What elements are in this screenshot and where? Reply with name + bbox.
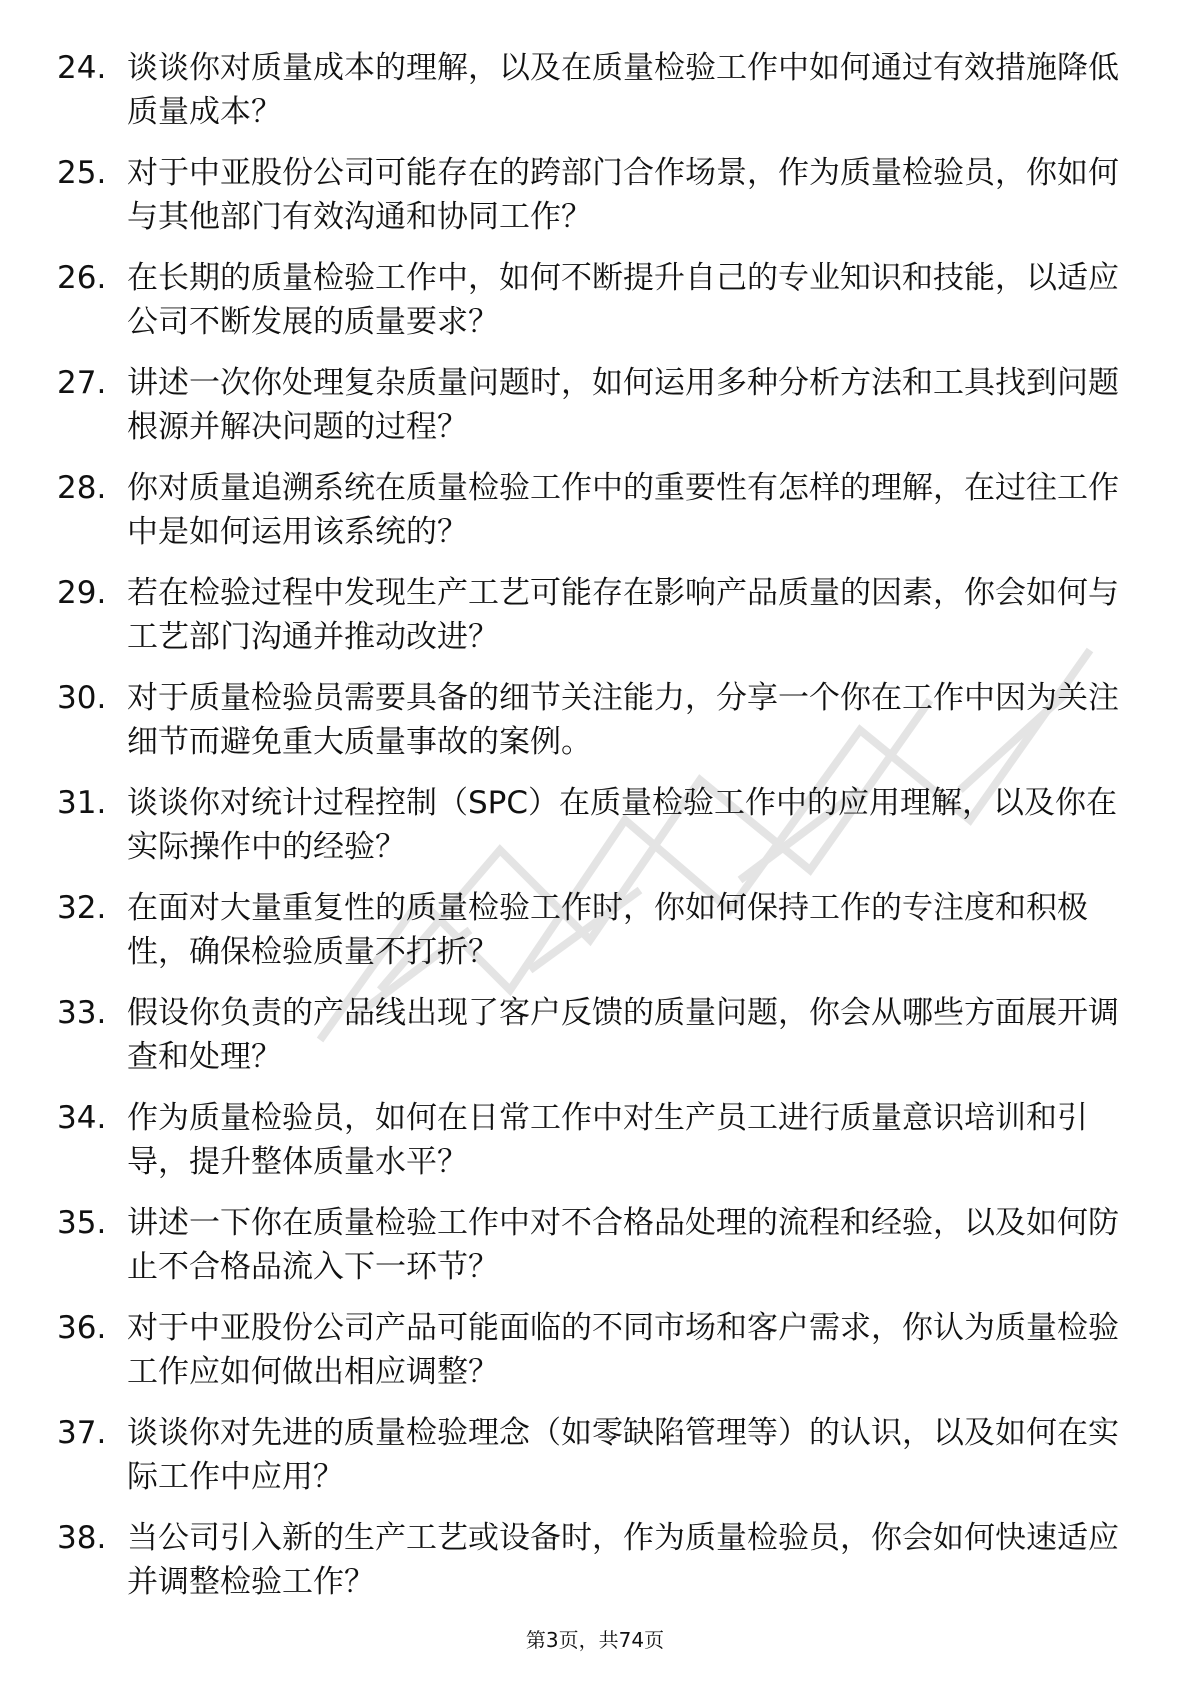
question-number: 30. (57, 680, 107, 716)
question-list (0, 46, 1190, 1621)
question-item-38 (0, 1516, 1190, 1621)
question-item-36 (0, 1306, 1190, 1411)
question-item-35 (0, 1201, 1190, 1306)
question-item-37 (0, 1411, 1190, 1516)
question-item-30 (0, 676, 1190, 781)
question-item-27 (0, 361, 1190, 466)
question-text: 谈谈你对质量成本的理解，以及在质量检验工作中如何通过有效措施降低质量成本？ (127, 50, 1119, 130)
question-number: 37. (57, 1415, 107, 1451)
question-text: 讲述一次你处理复杂质量问题时，如何运用多种分析方法和工具找到问题根源并解决问题的过程？ (127, 365, 1119, 445)
question-number: 35. (57, 1205, 107, 1241)
question-item-33 (0, 991, 1190, 1096)
question-item-29 (0, 571, 1190, 676)
question-number: 24. (57, 50, 107, 86)
question-number: 38. (57, 1520, 107, 1556)
question-text: 对于中亚股份公司可能存在的跨部门合作场景，作为质量检验员，你如何与其他部门有效沟通和协同工作？ (127, 155, 1119, 235)
question-text: 在长期的质量检验工作中，如何不断提升自己的专业知识和技能，以适应公司不断发展的质量要求？ (127, 260, 1119, 340)
question-text: 你对质量追溯系统在质量检验工作中的重要性有怎样的理解，在过往工作中是如何运用该系统的？ (127, 470, 1119, 550)
question-item-26 (0, 256, 1190, 361)
question-item-32 (0, 886, 1190, 991)
question-number: 32. (57, 890, 107, 926)
question-text: 谈谈你对统计过程控制（SPC）在质量检验工作中的应用理解，以及你在实际操作中的经验？ (127, 785, 1118, 865)
question-number: 29. (57, 575, 107, 611)
question-item-31 (0, 781, 1190, 886)
page-footer: 第3页，共74页 (525, 1628, 665, 1652)
question-number: 31. (57, 785, 107, 821)
question-item-28 (0, 466, 1190, 571)
question-text: 谈谈你对先进的质量检验理念（如零缺陷管理等）的认识，以及如何在实际工作中应用？ (127, 1415, 1119, 1495)
question-number: 34. (57, 1100, 107, 1136)
question-text: 作为质量检验员，如何在日常工作中对生产员工进行质量意识培训和引导，提升整体质量水平？ (127, 1100, 1088, 1180)
question-text: 对于中亚股份公司产品可能面临的不同市场和客户需求，你认为质量检验工作应如何做出相应调整？ (127, 1310, 1119, 1390)
question-number: 26. (57, 260, 107, 296)
question-number: 27. (57, 365, 107, 401)
question-number: 36. (57, 1310, 107, 1346)
question-number: 28. (57, 470, 107, 506)
question-number: 25. (57, 155, 107, 191)
question-item-34 (0, 1096, 1190, 1201)
question-text: 讲述一下你在质量检验工作中对不合格品处理的流程和经验，以及如何防止不合格品流入下一环节？ (127, 1205, 1119, 1285)
question-item-24 (0, 46, 1190, 151)
question-text: 对于质量检验员需要具备的细节关注能力，分享一个你在工作中因为关注细节而避免重大质量事故的案例。 (127, 680, 1119, 760)
question-text: 假设你负责的产品线出现了客户反馈的质量问题，你会从哪些方面展开调查和处理？ (127, 995, 1119, 1075)
question-number: 33. (57, 995, 107, 1031)
question-text: 在面对大量重复性的质量检验工作时，你如何保持工作的专注度和积极性，确保检验质量不打折？ (127, 890, 1088, 970)
question-text: 若在检验过程中发现生产工艺可能存在影响产品质量的因素，你会如何与工艺部门沟通并推动改进？ (127, 575, 1119, 655)
question-item-25 (0, 151, 1190, 256)
question-text: 当公司引入新的生产工艺或设备时，作为质量检验员，你会如何快速适应并调整检验工作？ (127, 1520, 1119, 1600)
